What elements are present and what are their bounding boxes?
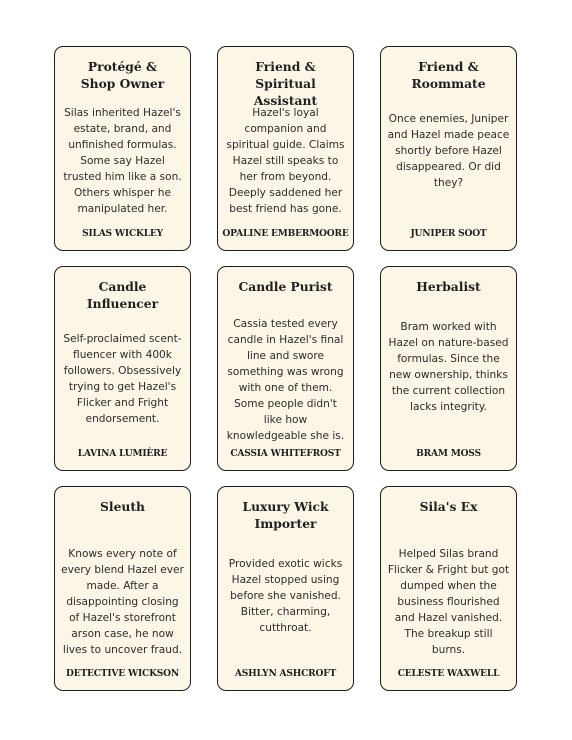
card-role: Candle Purist <box>238 279 333 294</box>
card-description: Provided exotic wicks Hazel stopped using before she vanished. Bitter, charming, cutthroat. <box>228 558 343 634</box>
card-role: Sleuth <box>100 499 145 514</box>
character-card-opaline-embermoore <box>217 46 354 251</box>
character-card-celeste-waxwell <box>380 486 517 691</box>
card-character-name: JUNIPER SOOT <box>410 228 487 239</box>
card-role: Luxury Wick Importer <box>242 499 329 531</box>
card-description: Once enemies, Juniper and Hazel made peace shortly before Hazel disappeared. Or did they? <box>387 113 510 189</box>
card-character-name: LAVINA LUMIÈRE <box>77 448 168 459</box>
card-role: Herbalist <box>416 279 481 294</box>
card-character-name: CELESTE WAXWELL <box>397 668 500 679</box>
card-description: Knows every note of every blend Hazel ever made. After a disappointing closing of Hazel's storefront arson case, he now lives to uncover fraud. <box>61 548 184 656</box>
card-character-name: SILAS WICKLEY <box>82 228 163 239</box>
card-character-name: ASHLYN ASHCROFT <box>234 668 337 679</box>
character-card-ashlyn-ashcroft <box>217 486 354 691</box>
card-role: Friend & Spiritual Assistant <box>253 59 318 108</box>
card-description: Helped Silas brand Flicker & Fright but got dumped when the business flourished and Hazel vanished. The breakup still burns. <box>387 548 510 656</box>
card-description: Silas inherited Hazel's estate, brand, and unfinished formulas. Some say Hazel trusted him like a son. Others whisper he manipulated her. <box>63 107 182 215</box>
card-character-name: CASSIA WHITEFROST <box>230 448 341 459</box>
card-role: Sila's Ex <box>419 499 478 514</box>
card-description: Cassia tested every candle in Hazel's final line and swore something was wrong with one of them. Some people didn't like how knowledgeable she is. <box>226 318 345 442</box>
card-character-name: DETECTIVE WICKSON <box>66 668 179 679</box>
card-description: Hazel's loyal companion and spiritual guide. Claims Hazel still speaks to her from beyond. Deeply saddened her best friend has gone. <box>226 107 345 215</box>
character-card-silas-wickley <box>54 46 191 251</box>
card-description: Bram worked with Hazel on nature-based formulas. Since the new ownership, thinks the current collection lacks integrity. <box>388 321 509 413</box>
character-card-lavina-lumiere <box>54 266 191 471</box>
card-role: Candle Influencer <box>86 279 159 311</box>
character-card-cassia-whitefrost <box>217 266 354 471</box>
character-card-detective-wickson <box>54 486 191 691</box>
character-card-juniper-soot <box>380 46 517 251</box>
card-character-name: OPALINE EMBERMOORE <box>222 228 349 239</box>
character-card-bram-moss <box>380 266 517 471</box>
card-role: Friend & Roommate <box>411 59 486 91</box>
card-role: Protégé & Shop Owner <box>80 59 165 91</box>
card-description: Self-proclaimed scent-fluencer with 400k followers. Obsessively trying to get Hazel's Flicker and Fright endorsement. <box>63 333 182 425</box>
card-character-name: BRAM MOSS <box>416 448 481 459</box>
